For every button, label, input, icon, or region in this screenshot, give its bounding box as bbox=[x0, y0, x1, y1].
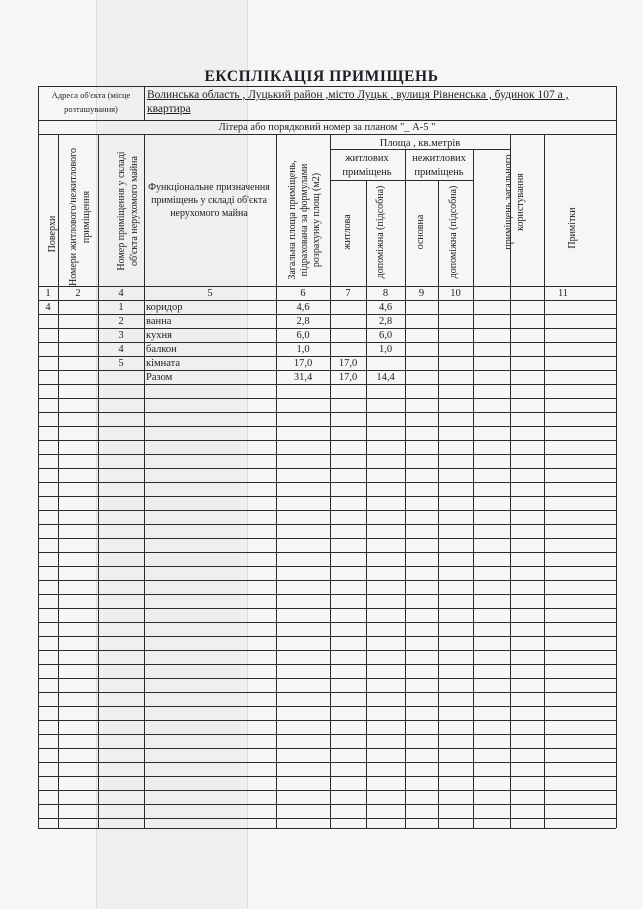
row-rule bbox=[38, 482, 616, 483]
cell-name: кухня bbox=[146, 330, 172, 341]
cell-name: ванна bbox=[146, 316, 172, 327]
row-rule bbox=[38, 566, 616, 567]
col-number: 8 bbox=[382, 288, 389, 299]
row-rule bbox=[38, 398, 616, 399]
column-rule bbox=[276, 134, 277, 828]
row-rule bbox=[38, 328, 616, 329]
row-rule bbox=[38, 804, 616, 805]
header-notes: Примітки bbox=[567, 207, 578, 249]
row-rule bbox=[38, 818, 616, 819]
col-number: 11 bbox=[557, 288, 569, 299]
row-rule bbox=[38, 692, 616, 693]
col-number: 10 bbox=[450, 288, 461, 299]
row-rule bbox=[38, 678, 616, 679]
row-rule bbox=[38, 426, 616, 427]
row-rule bbox=[38, 622, 616, 623]
row-rule bbox=[38, 776, 616, 777]
cell-total: 6,0 bbox=[296, 330, 310, 341]
header-common-use: приміщень загального користування bbox=[503, 154, 526, 250]
cell-aux: 14,4 bbox=[376, 372, 395, 383]
column-rule bbox=[330, 134, 331, 828]
row-rule bbox=[38, 748, 616, 749]
row-rule bbox=[38, 762, 616, 763]
cell-name: коридор bbox=[146, 302, 183, 313]
row-rule bbox=[38, 524, 616, 525]
column-rule bbox=[58, 134, 59, 828]
header-total-area: Загальна площа приміщень, підрахована за формулами розрахунку площ (м2) bbox=[287, 160, 322, 280]
column-rule bbox=[544, 134, 545, 828]
column-rule bbox=[98, 134, 99, 828]
row-rule bbox=[38, 342, 616, 343]
row-rule bbox=[38, 454, 616, 455]
cell-room: 4 bbox=[118, 344, 124, 355]
cell-living: 17,0 bbox=[338, 372, 358, 383]
row-rule bbox=[38, 734, 616, 735]
address-value: Волинська область , Луцький район ,місто Луцьк , вулиця Рівненська , будинок 107 а , квартира bbox=[147, 89, 569, 115]
column-rule bbox=[144, 134, 145, 828]
header-living: житлова bbox=[342, 214, 353, 250]
cell-name-total: Разом bbox=[146, 372, 173, 383]
cell-floor: 4 bbox=[45, 302, 51, 313]
row-rule bbox=[38, 412, 616, 413]
header-main: основна bbox=[415, 214, 426, 250]
header-residential: житлових приміщень bbox=[342, 153, 392, 178]
cell-name: балкон bbox=[146, 344, 177, 355]
cell-aux: 4,6 bbox=[378, 302, 393, 313]
col-number: 1 bbox=[45, 288, 51, 299]
column-rule bbox=[473, 149, 474, 828]
cell-room: 1 bbox=[118, 302, 124, 313]
cell-aux: 1,0 bbox=[378, 344, 393, 355]
cell-living: 17,0 bbox=[338, 358, 358, 369]
row-rule bbox=[38, 384, 616, 385]
header-floors: Поверхи bbox=[47, 215, 58, 253]
row-rule bbox=[38, 496, 616, 497]
row-rule bbox=[38, 552, 616, 553]
header-auxiliary: допоміжна (підсобна) bbox=[375, 185, 386, 279]
explication-table bbox=[38, 86, 616, 828]
header-unit-number: Номери житлового/нежитлового приміщення bbox=[68, 148, 92, 286]
cell-total: 17,0 bbox=[293, 358, 313, 369]
row-rule bbox=[38, 356, 616, 357]
col-number: 6 bbox=[300, 288, 306, 299]
row-rule bbox=[38, 650, 616, 651]
column-rule bbox=[366, 180, 367, 828]
header-functional: Функціональне призначення приміщень у складі об'єкта нерухомого майна bbox=[148, 182, 270, 219]
row-rule bbox=[38, 580, 616, 581]
row-rule bbox=[38, 706, 616, 707]
row-rule bbox=[38, 664, 616, 665]
header-aux-nonres: допоміжна (підсобна) bbox=[448, 185, 459, 279]
row-rule bbox=[38, 538, 616, 539]
cell-room: 3 bbox=[118, 330, 124, 341]
row-rule bbox=[38, 314, 616, 315]
col-number: 9 bbox=[418, 288, 425, 299]
cell-aux: 2,8 bbox=[378, 316, 393, 327]
row-rule bbox=[38, 608, 616, 609]
row-rule bbox=[38, 468, 616, 469]
row-rule bbox=[38, 440, 616, 441]
column-rule bbox=[438, 180, 439, 828]
address-label: Адреса об'єкта (місце розташування) bbox=[51, 90, 131, 114]
cell-room: 2 bbox=[118, 316, 124, 327]
col-number: 7 bbox=[345, 288, 351, 299]
col-number: 5 bbox=[207, 288, 213, 299]
row-rule bbox=[38, 720, 616, 721]
cell-name: кімната bbox=[146, 358, 181, 369]
row-rule bbox=[38, 594, 616, 595]
cell-total: 4,6 bbox=[296, 302, 310, 313]
cell-room: 5 bbox=[118, 358, 124, 369]
header-area-group: Площа , кв.метрів bbox=[379, 138, 461, 149]
column-rule bbox=[405, 149, 406, 828]
header-room-number: Номер приміщення у складі об'єкта нерухомого майна bbox=[116, 151, 140, 271]
row-rule bbox=[38, 370, 616, 371]
cell-aux: 6,0 bbox=[378, 330, 393, 341]
cell-total: 2,8 bbox=[296, 316, 310, 327]
cell-total: 31,4 bbox=[293, 372, 313, 383]
header-non-residential: нежитлових приміщень bbox=[412, 153, 466, 178]
litera-line: Літера або порядковий номер за планом "_ А-5 " bbox=[218, 122, 436, 133]
document-title: ЕКСПЛІКАЦІЯ ПРИМІЩЕНЬ bbox=[204, 68, 439, 85]
row-rule bbox=[38, 510, 616, 511]
column-rule bbox=[510, 134, 511, 828]
row-rule bbox=[38, 790, 616, 791]
row-rule bbox=[38, 636, 616, 637]
col-number: 4 bbox=[118, 288, 124, 299]
col-number: 2 bbox=[75, 288, 81, 299]
cell-total: 1,0 bbox=[296, 344, 310, 355]
